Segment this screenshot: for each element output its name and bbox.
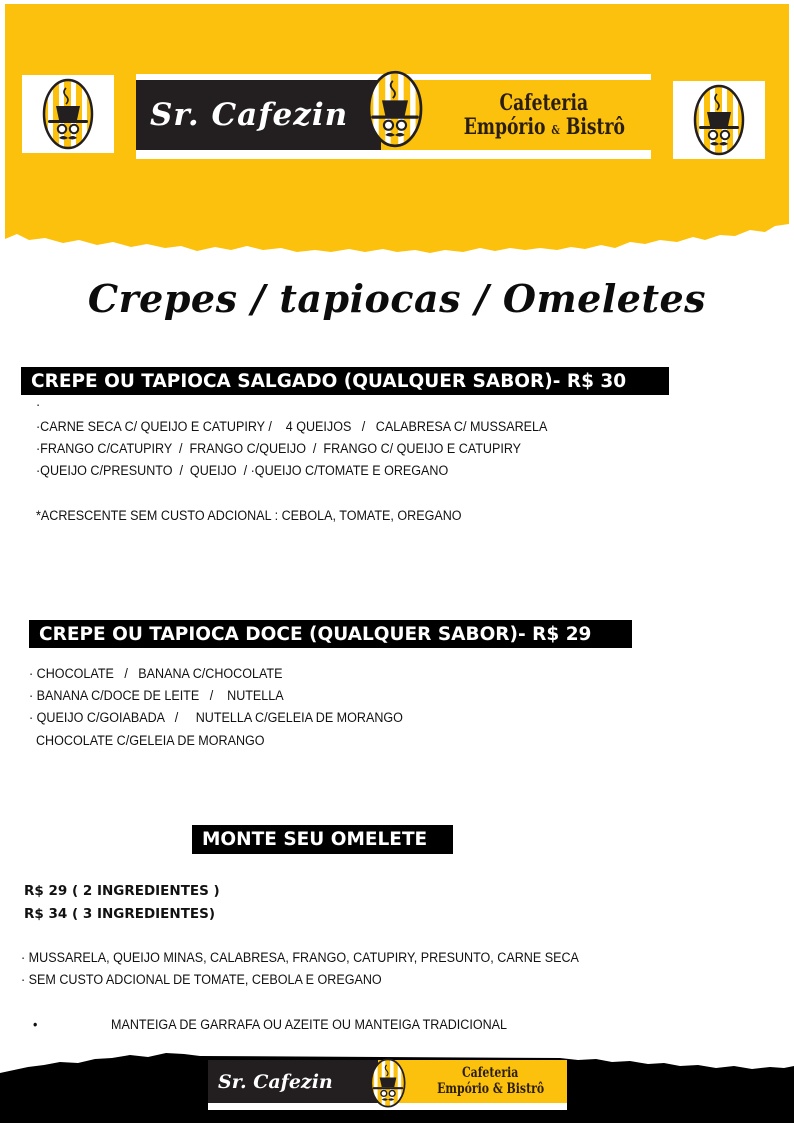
doce-line: CHOCOLATE C/GELEIA DE MORANGO [29,733,265,748]
omelete-line: · SEM CUSTO ADCIONAL DE TOMATE, CEBOLA E OREGANO [21,972,382,987]
coffee-hat-emblem-icon [42,78,94,150]
footer-tagline-emporio-bistro: Empório & Bistrô [436,1080,545,1097]
omelete-line: · MUSSARELA, QUEIJO MINAS, CALABRESA, FRANGO, CATUPIRY, PRESUNTO, CARNE SECA [21,950,579,965]
section-header-omelete: MONTE SEU OMELETE [192,825,453,854]
doce-line: · QUEIJO C/GOIABADA / NUTELLA C/GELEIA DE MORANGO [29,710,403,725]
tagline-ampersand: & [551,123,560,137]
tagline-bistro: Bistrô [565,114,625,140]
footer-dark-panel [208,1060,378,1103]
footer-tagline-cafeteria: Cafeteria [462,1065,519,1082]
omelete-price-3: R$ 34 ( 3 INGREDIENTES) [24,906,216,922]
bullet-icon: • [33,1017,38,1032]
footer-brand-name: Sr. Cafezin [218,1070,333,1093]
section-header-doce: CREPE OU TAPIOCA DOCE (QUALQUER SABOR)- R$ 29 [29,620,632,648]
doce-line: · BANANA C/DOCE DE LEITE / NUTELLA [29,688,284,703]
section-header-salgado: CREPE OU TAPIOCA SALGADO (QUALQUER SABOR)- R$ 30 [21,367,669,395]
doce-line: · CHOCOLATE / BANANA C/CHOCOLATE [29,666,283,681]
brand-banner [136,74,651,159]
salgado-line: ·CARNE SECA C/ QUEIJO E CATUPIRY / 4 QUEIJOS / CALABRESA C/ MUSSARELA [36,419,548,434]
salgado-line: ·QUEIJO C/PRESUNTO / QUEIJO / ·QUEIJO C/TOMATE E OREGANO [36,463,449,478]
salgado-line: · [36,397,41,412]
tagline-cafeteria: Cafeteria [499,89,589,116]
salgado-note: *ACRESCENTE SEM CUSTO ADCIONAL : CEBOLA, TOMATE, OREGANO [36,508,462,523]
brand-name: Sr. Cafezin [150,97,349,133]
logo-right [673,81,765,159]
logo-left [22,75,114,153]
coffee-hat-emblem-icon [368,1058,408,1108]
coffee-hat-emblem-icon [364,70,426,148]
coffee-hat-emblem-icon [693,84,745,156]
omelete-butter-option: MANTEIGA DE GARRAFA OU AZEITE OU MANTEIGA TRADICIONAL [111,1017,508,1032]
omelete-price-2: R$ 29 ( 2 INGREDIENTES ) [24,883,220,899]
banner-dark-panel [136,80,381,150]
page-title: Crepes / tapiocas / Omeletes [87,276,707,321]
salgado-line: ·FRANGO C/CATUPIRY / FRANGO C/QUEIJO / FRANGO C/ QUEIJO E CATUPIRY [36,441,522,456]
tagline-emporio-bistro [463,115,624,139]
footer-brand-banner [208,1060,567,1110]
tagline-emporio: Empório [463,114,546,140]
